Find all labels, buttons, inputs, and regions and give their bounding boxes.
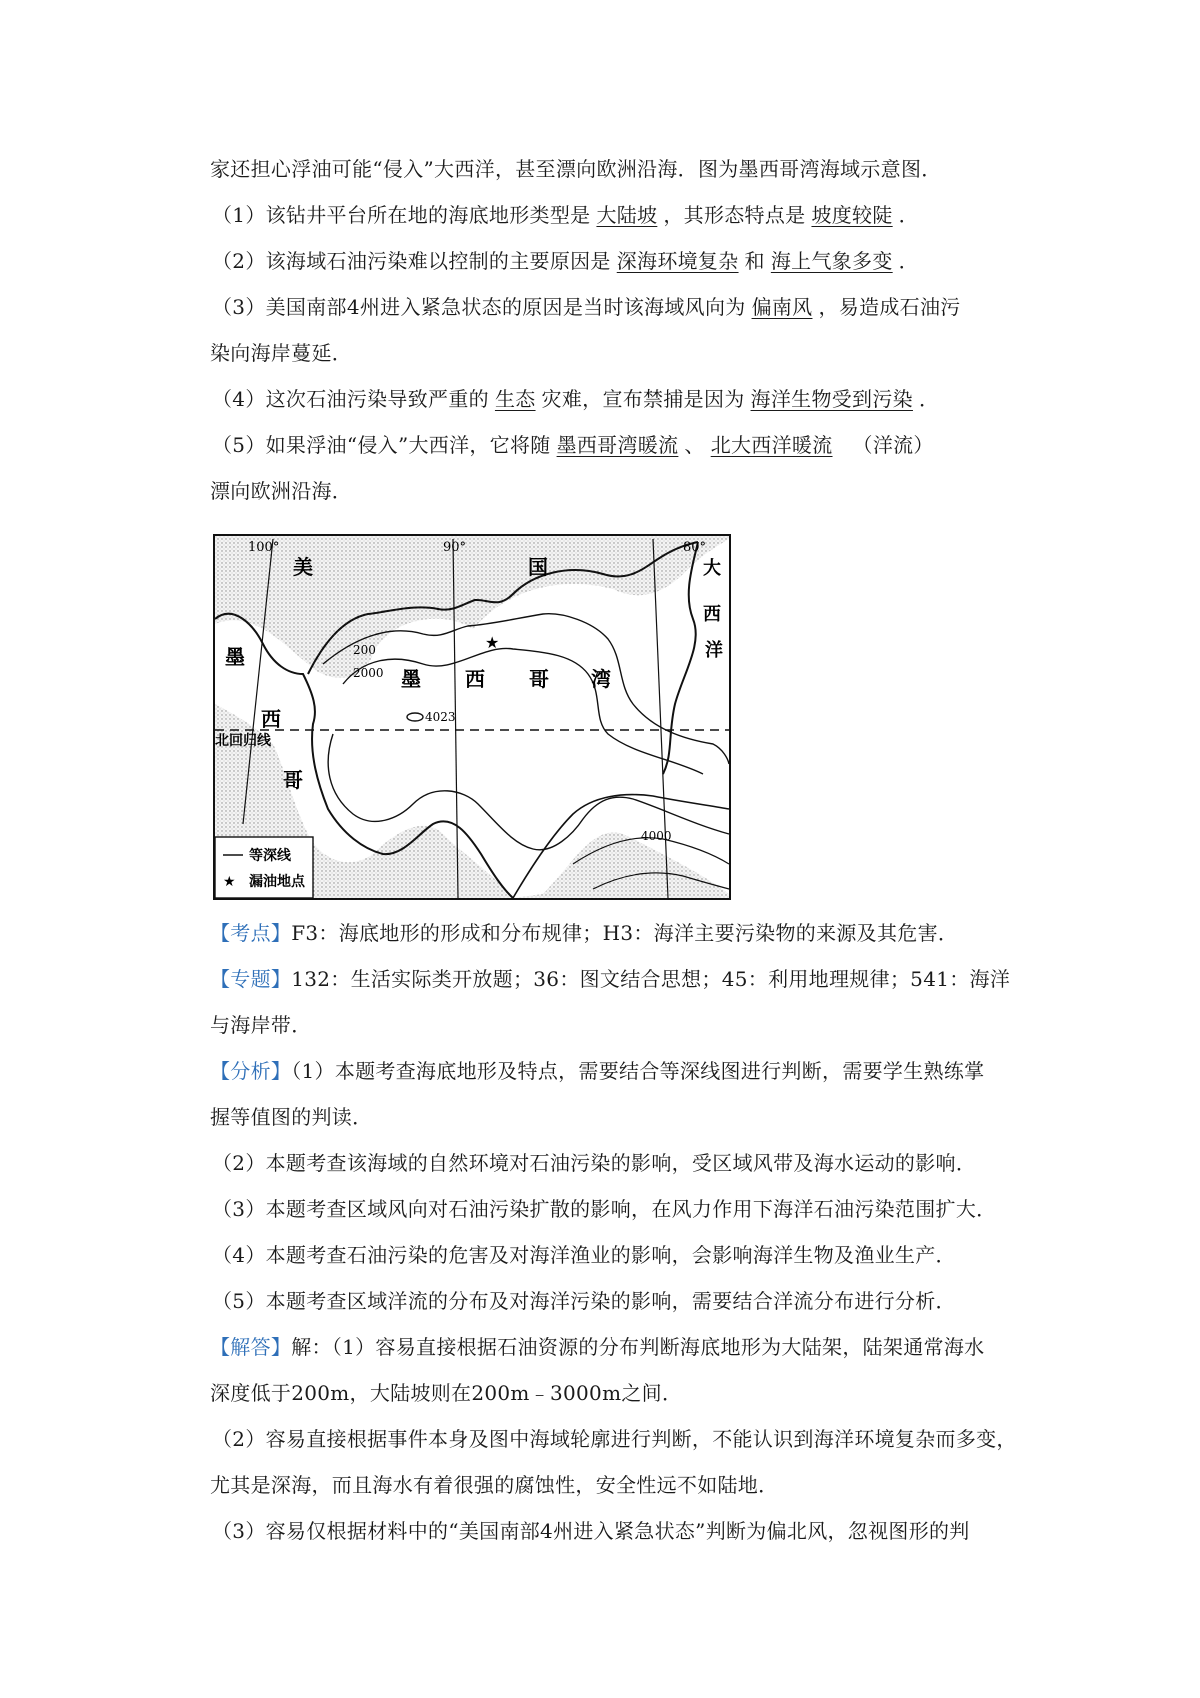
mexico-label-2: 西 <box>261 707 281 731</box>
fenxi-text: （1）本题考查海底地形及特点，需要结合等深线图进行判断，需要学生熟练掌 <box>291 1059 985 1083</box>
question-1-prompt: （1）该钻井平台所在地的海底地形类型是 <box>212 203 591 227</box>
question-4-end: ． <box>918 387 940 411</box>
tropic-of-cancer-label: 北回归线 <box>215 733 271 749</box>
question-1-end: ． <box>898 203 919 227</box>
question-2-end: ． <box>898 249 919 273</box>
legend-spill-label: 漏油地点 <box>249 874 305 890</box>
question-5-answer-1: 墨西哥湾暖流 <box>556 433 679 457</box>
fenxi-tag: 【分析】 <box>210 1059 292 1083</box>
question-2-answer-1: 深海环境复杂 <box>616 249 739 273</box>
question-5-continuation: 漂向欧洲沿海． <box>210 479 353 503</box>
question-5-answer-2: 北大西洋暖流 <box>710 433 833 457</box>
question-3-end: ，易造成石油污 <box>818 295 961 319</box>
isobath-4000-label: 4000 <box>641 829 672 843</box>
isobath-2000-label: 2000 <box>353 666 384 680</box>
intro-line: 家还担心浮油可能“侵入”大西洋，甚至漂向欧洲沿海．图为墨西哥湾海域示意图． <box>210 157 942 181</box>
question-5-prompt: （5）如果浮油“侵入”大西洋，它将随 <box>212 433 551 457</box>
question-5-end: （洋流） <box>852 433 934 457</box>
jieda-continuation: 深度低于200m，大陆坡则在200m﹣3000m之间． <box>210 1381 683 1405</box>
mexico-label-3: 哥 <box>283 768 303 792</box>
oil-spill-star: ★ <box>485 633 500 652</box>
atlantic-label-3: 洋 <box>705 640 723 661</box>
legend-isobath-label: 等深线 <box>249 848 291 864</box>
gulf-label-3: 哥 <box>529 667 549 691</box>
jieda-paragraph-2b: 尤其是深海，而且海水有着很强的腐蚀性，安全性远不如陆地． <box>210 1473 779 1497</box>
question-3-answer-1: 偏南风 <box>751 295 813 319</box>
fenxi-item-3: （3）本题考查区域风向对石油污染扩散的影响，在风力作用下海洋石油污染范围扩大． <box>212 1197 997 1221</box>
kaodian-text: F3：海底地形的形成和分布规律；H3：海洋主要污染物的来源及其危害． <box>291 921 959 945</box>
question-1-answer-2: 坡度较陡 <box>811 203 893 227</box>
question-1-answer-1: 大陆坡 <box>596 203 658 227</box>
jieda-text: 解：（1）容易直接根据石油资源的分布判断海底地形为大陆架，陆架通常海水 <box>291 1335 985 1359</box>
question-3 <box>212 293 1032 321</box>
zhuanti-text: 132：生活实际类开放题；36：图文结合思想；45：利用地理规律；541：海洋 <box>291 967 1011 991</box>
fenxi-item-4: （4）本题考查石油污染的危害及对海洋渔业的影响，会影响海洋生物及渔业生产． <box>212 1243 956 1267</box>
question-5 <box>212 431 1032 459</box>
lon-100-label: 100° <box>248 540 280 555</box>
usa-label-2: 国 <box>528 555 548 579</box>
mexico-label-1: 墨 <box>225 645 245 669</box>
zhuanti-continuation: 与海岸带． <box>210 1013 312 1037</box>
depth-4023-label: 4023 <box>425 710 456 724</box>
gulf-label-2: 西 <box>465 667 485 691</box>
atlantic-label-1: 大 <box>703 558 721 579</box>
question-4-answer-1: 生态 <box>494 387 536 411</box>
jieda-paragraph-3a: （3）容易仅根据材料中的“美国南部4州进入紧急状态”判断为偏北风，忽视图形的判 <box>212 1519 970 1543</box>
legend-spill-symbol: ★ <box>223 874 236 890</box>
kaodian-line <box>210 919 1030 947</box>
question-4-mid: 灾难，宣布禁捕是因为 <box>541 387 745 411</box>
usa-label-1: 美 <box>293 555 313 579</box>
lon-80-label: 80° <box>683 540 707 555</box>
jieda-tag: 【解答】 <box>210 1335 292 1359</box>
question-2-answer-2: 海上气象多变 <box>770 249 893 273</box>
question-1 <box>212 201 1032 229</box>
gulf-label-1: 墨 <box>401 667 421 691</box>
jieda-paragraph-2a: （2）容易直接根据事件本身及图中海域轮廓进行判断，不能认识到海洋环境复杂而多变， <box>212 1427 1017 1451</box>
atlantic-label-2: 西 <box>703 604 721 625</box>
question-3-continuation: 染向海岸蔓延． <box>210 341 353 365</box>
question-3-prompt: （3）美国南部4州进入紧急状态的原因是当时该海域风向为 <box>212 295 746 319</box>
question-2-prompt: （2）该海域石油污染难以控制的主要原因是 <box>212 249 611 273</box>
question-4-prompt: （4）这次石油污染导致严重的 <box>212 387 489 411</box>
question-4-answer-2: 海洋生物受到污染 <box>750 387 913 411</box>
zhuanti-tag: 【专题】 <box>210 967 292 991</box>
question-2-mid: 和 <box>744 249 765 273</box>
lon-90-label: 90° <box>443 540 467 555</box>
zhuanti-line <box>210 965 1030 993</box>
question-4 <box>212 385 1032 413</box>
gulf-label-4: 湾 <box>591 667 611 691</box>
fenxi-item-5: （5）本题考查区域洋流的分布及对海洋污染的影响，需要结合洋流分布进行分析． <box>212 1289 956 1313</box>
fenxi-continuation: 握等值图的判读． <box>210 1105 373 1129</box>
fenxi-line <box>210 1057 1030 1085</box>
isobath-200-label: 200 <box>353 643 376 657</box>
question-1-mid: ，其形态特点是 <box>663 203 806 227</box>
kaodian-tag: 【考点】 <box>210 921 292 945</box>
question-5-mid: 、 <box>684 433 705 457</box>
gulf-of-mexico-map <box>213 534 731 900</box>
jieda-line <box>210 1333 1030 1361</box>
question-2 <box>212 247 1032 275</box>
fenxi-item-2: （2）本题考查该海域的自然环境对石油污染的影响，受区域风带及海水运动的影响． <box>212 1151 977 1175</box>
